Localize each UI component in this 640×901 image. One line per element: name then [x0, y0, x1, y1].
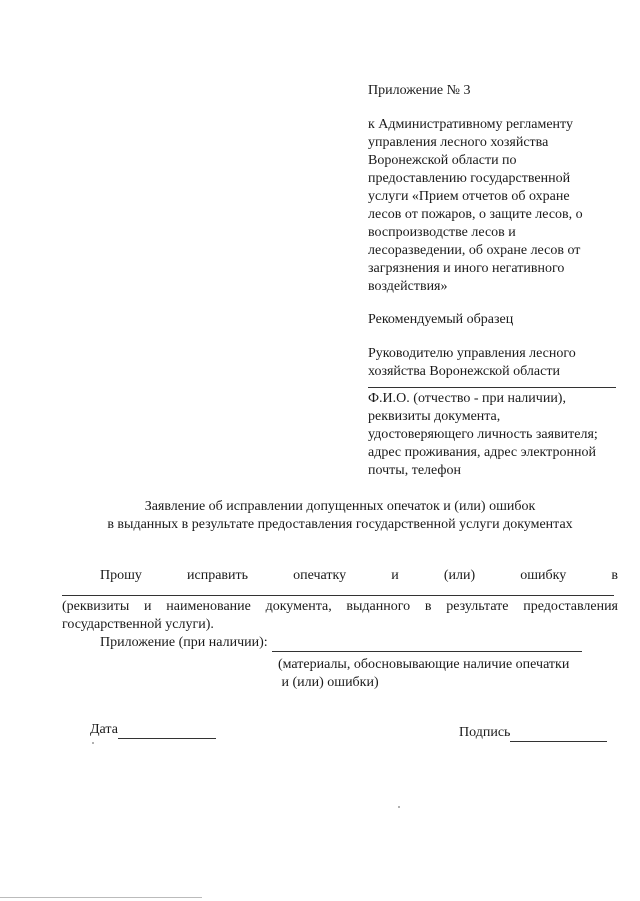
regulation-reference	[368, 116, 618, 296]
applicant-blank-line	[368, 387, 616, 388]
regulation-line: предоставлению государственной	[368, 171, 571, 186]
requisites-line: адрес проживания, адрес электронной	[368, 445, 596, 460]
addressee	[368, 345, 618, 381]
scan-speck	[92, 742, 94, 744]
requisites-line: реквизиты документа,	[368, 409, 501, 424]
regulation-line: воздействия»	[368, 279, 448, 294]
attachment-hint	[62, 656, 608, 692]
requisites-line: удостоверяющего личность заявителя;	[368, 427, 598, 442]
request-word: (или)	[443, 568, 476, 583]
request-word: опечатку	[293, 568, 347, 583]
regulation-line: лесов от пожаров, о защите лесов, о	[368, 207, 583, 222]
title-line: Заявление об исправлении допущенных опечаток и (или) ошибок	[144, 499, 536, 514]
regulation-line: воспроизводстве лесов и	[368, 225, 516, 240]
regulation-line: услуги «Прием отчетов об охране	[368, 189, 570, 204]
signature-field	[459, 724, 607, 742]
regulation-line: управления лесного хозяйства	[368, 135, 549, 150]
request-word: исправить	[187, 568, 249, 583]
addressee-line: Руководителю управления лесного	[368, 346, 576, 361]
signature-label: Подпись	[459, 725, 511, 740]
request-line	[62, 567, 618, 585]
requisites-line: Ф.И.О. (отчество - при наличии),	[368, 391, 566, 406]
request-word: и	[391, 568, 399, 583]
attachment-blank[interactable]	[272, 637, 582, 652]
request-word: Прошу	[100, 568, 142, 583]
annex-number: Приложение № 3	[368, 83, 471, 98]
requisites-line: почты, телефон	[368, 463, 461, 478]
addressee-line: хозяйства Воронежской области	[368, 364, 560, 379]
header-block	[368, 82, 618, 480]
document-requisites-blank[interactable]	[62, 595, 614, 596]
attachment-row	[62, 634, 618, 652]
document-requisites-hint: (реквизиты и наименование документа, выданного в результате предоставления государственной услуги).	[62, 599, 618, 632]
scan-speck	[398, 806, 400, 808]
document-title	[60, 498, 620, 534]
regulation-line: к Административному регламенту	[368, 117, 573, 132]
attachment-label: Приложение (при наличии):	[100, 635, 268, 650]
regulation-line: Воронежской области по	[368, 153, 517, 168]
request-word: в	[611, 568, 618, 583]
scan-edge-line	[0, 897, 202, 898]
signature-blank[interactable]	[510, 727, 607, 742]
regulation-line: загрязнения и иного негативного	[368, 261, 565, 276]
regulation-line: лесоразведении, об охране лесов от	[368, 243, 581, 258]
statement-body	[62, 567, 618, 692]
date-field	[90, 721, 216, 739]
date-label: Дата	[90, 722, 118, 737]
recommended-sample-label: Рекомендуемый образец	[368, 312, 514, 327]
attachment-hint-line: и (или) ошибки)	[278, 675, 379, 690]
applicant-requisites-hint	[368, 390, 618, 480]
request-word: ошибку	[520, 568, 567, 583]
attachment-hint-line: (материалы, обосновывающие наличие опечатки	[278, 657, 570, 672]
date-blank[interactable]	[118, 724, 216, 739]
title-line: в выданных в результате предоставления государственной услуги документах	[107, 517, 573, 532]
